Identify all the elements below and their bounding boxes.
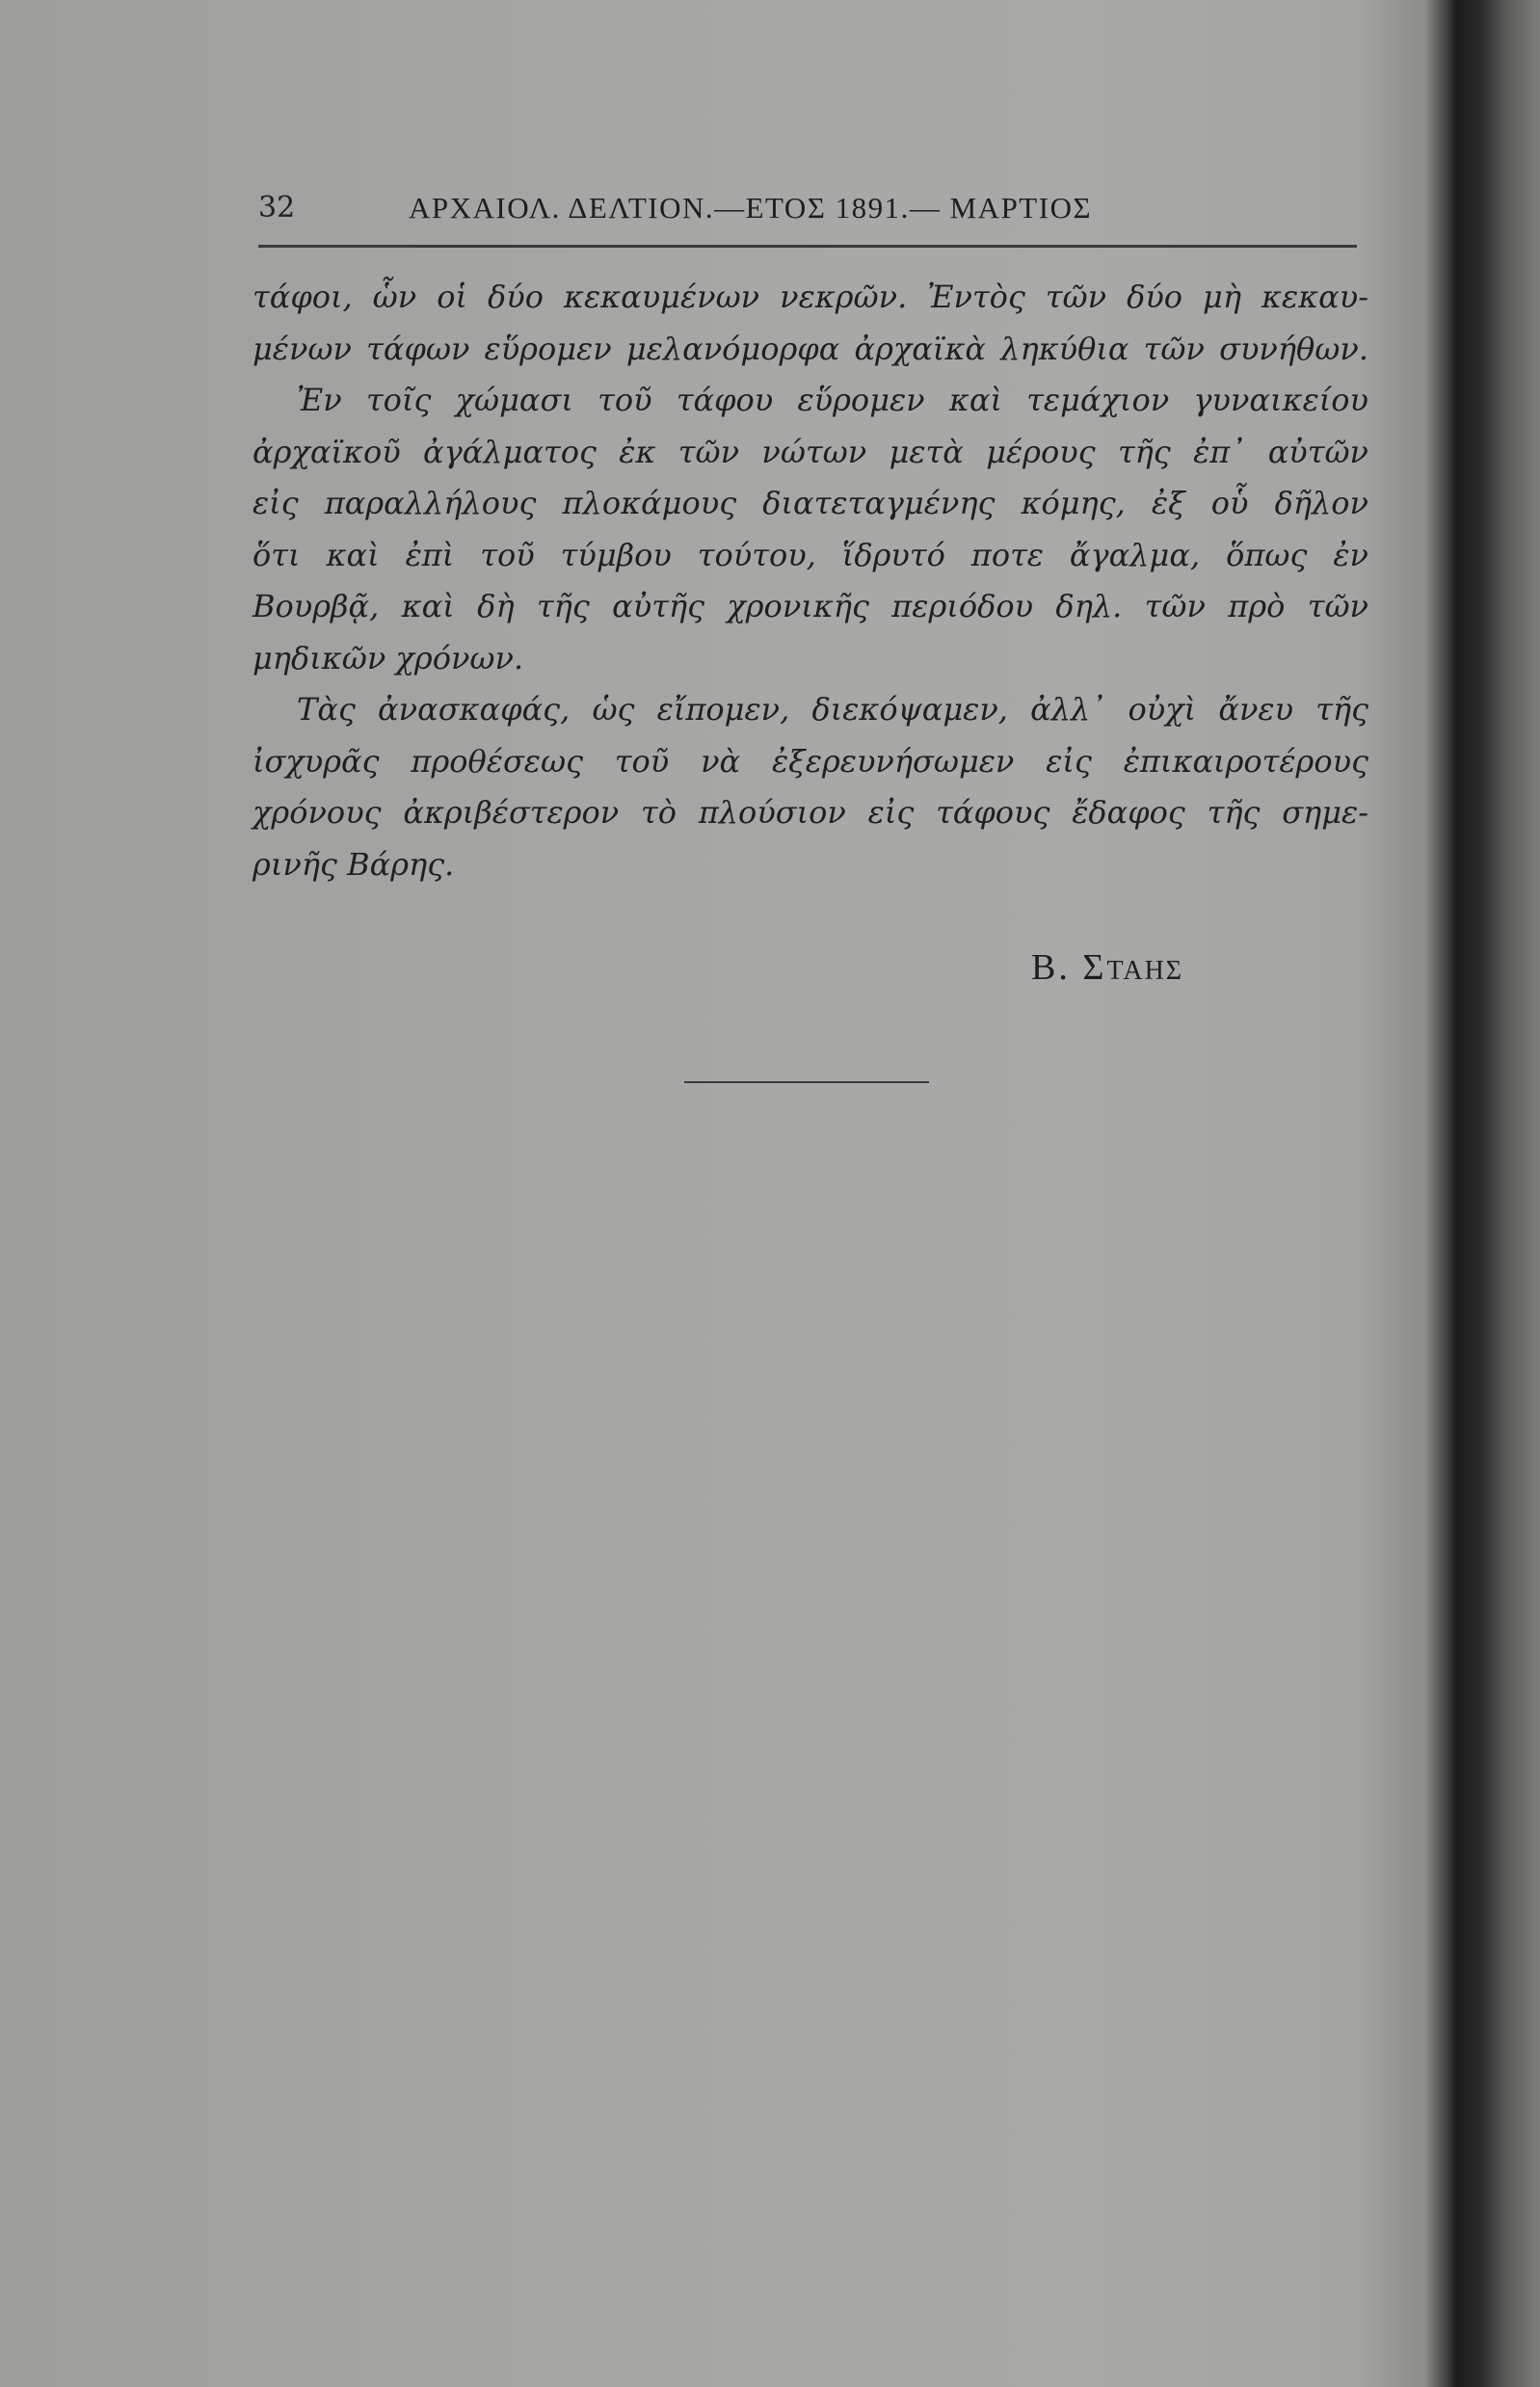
end-of-article-rule xyxy=(684,1081,929,1083)
text-line: ρινῆς Βάρης. xyxy=(252,845,455,883)
author-signature xyxy=(1031,946,1183,989)
text-line: Ἐν τοῖς χώμασι τοῦ τάφου εὕρομεν καὶ τεμάχιον γυναικείου xyxy=(297,382,1368,418)
text-line: Τὰς ἀνασκαφάς, ὡς εἴπομεν, διεκόψαμεν, ἀλλ᾽ οὐχὶ ἄνευ τῆς xyxy=(297,691,1368,728)
journal-header-title: ΑΡΧΑΙΟΛ. ΔΕΛΤΙΟΝ.—ΕΤΟΣ 1891.— ΜΑΡΤΙΟΣ xyxy=(409,191,1092,225)
text-line: τάφοι, ὧν οἱ δύο κεκαυμένων νεκρῶν. Ἐντὸς τῶν δύο μὴ κεκαυ- xyxy=(252,278,1368,315)
signature-name-rest: ΤΑΗΣ xyxy=(1106,956,1184,986)
text-line: μένων τάφων εὕρομεν μελανόμορφα ἀρχαϊκὰ ληκύθια τῶν συνήθων. xyxy=(252,330,1368,367)
text-line: Βουρβᾷ, καὶ δὴ τῆς αὐτῆς χρονικῆς περιόδου δηλ. τῶν πρὸ τῶν xyxy=(252,588,1368,624)
book-gutter-shadow xyxy=(1424,0,1540,2387)
text-line: ἰσχυρᾶς προθέσεως τοῦ νὰ ἐξερευνήσωμεν εἰς ἐπικαιροτέρους xyxy=(252,742,1368,780)
header-rule xyxy=(258,245,1357,248)
running-header xyxy=(258,191,1357,237)
signature-name-first: Σ xyxy=(1082,947,1107,988)
text-line: ὅτι καὶ ἐπὶ τοῦ τύμβου τούτου, ἵδρυτό ποτε ἄγαλμα, ὅπως ἐν xyxy=(252,536,1368,573)
text-line: ἀρχαϊκοῦ ἀγάλματος ἐκ τῶν νώτων μετὰ μέρους τῆς ἐπ᾽ αὐτῶν xyxy=(252,433,1368,470)
text-line: μηδικῶν χρόνων. xyxy=(252,639,524,676)
signature-initial: Β. xyxy=(1031,947,1071,988)
text-line: εἰς παραλλήλους πλοκάμους διατεταγμένης κόμης, ἐξ οὗ δῆλον xyxy=(252,485,1368,521)
text-line: χρόνους ἀκριβέστερον τὸ πλούσιον εἰς τάφους ἔδαφος τῆς σημε- xyxy=(252,794,1368,831)
page-number: 32 xyxy=(258,191,296,225)
article-body xyxy=(252,272,1368,890)
